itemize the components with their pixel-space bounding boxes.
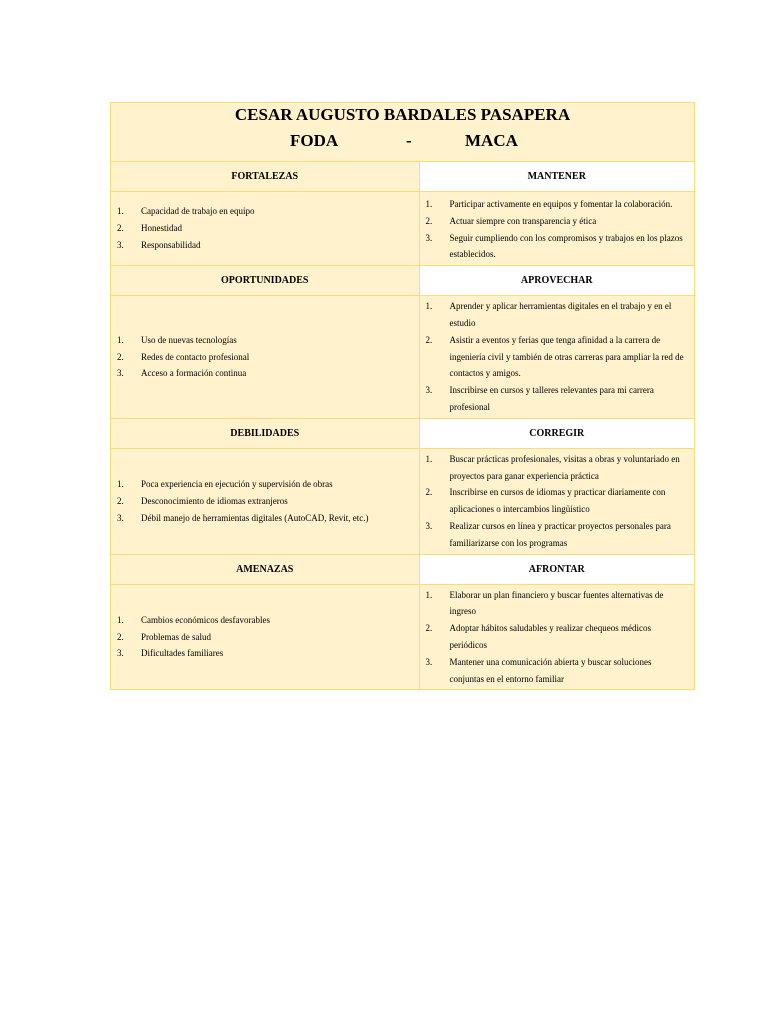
list-item-text: Cambios económicos desfavorables xyxy=(141,614,270,625)
list-item xyxy=(426,587,688,621)
list-item xyxy=(426,230,688,264)
list-item-text: Aprender y aplicar herramientas digitales en el trabajo y en el estudio xyxy=(449,301,672,328)
list-item-number: 1. xyxy=(117,206,124,217)
list-item-number: 1. xyxy=(425,199,433,209)
section-body-right xyxy=(419,584,694,690)
section-body-right xyxy=(419,192,694,266)
list-item-number: 3. xyxy=(117,239,124,250)
list-item xyxy=(426,620,688,654)
section-body-left xyxy=(111,448,420,554)
list-item-text: Inscribirse en cursos de idiomas y practicar diariamente con aplicaciones o intercambios lingüístico xyxy=(449,487,666,515)
list-item-number: 2. xyxy=(425,215,433,226)
list-item-number: 1. xyxy=(425,453,433,464)
list-item-number: 1. xyxy=(425,301,433,312)
list-item-number: 1. xyxy=(425,589,433,600)
list-item xyxy=(117,476,413,493)
list-item xyxy=(426,518,688,552)
list-item-number: 3. xyxy=(117,648,124,659)
right-item-list xyxy=(420,296,694,418)
list-item xyxy=(117,493,413,510)
section-header-right: AFRONTAR xyxy=(419,554,694,584)
list-item-number: 2. xyxy=(425,487,433,498)
list-item xyxy=(426,213,688,230)
list-item xyxy=(117,203,413,220)
list-item xyxy=(426,382,688,416)
list-item xyxy=(117,612,413,629)
right-item-list xyxy=(420,585,694,690)
list-item-number: 3. xyxy=(425,656,433,667)
foda-table xyxy=(110,102,695,690)
list-item-text: Realizar cursos en línea y practicar proyectos personales para familiarizarse con los programas xyxy=(449,520,671,548)
list-item-text: Acceso a formación continua xyxy=(141,368,247,379)
document-page xyxy=(110,102,695,690)
list-item-text: Mantener una comunicación abierta y buscar soluciones conjuntas en el entorno familiar xyxy=(449,656,652,684)
section-header-right: APROVECHAR xyxy=(419,266,694,296)
list-item xyxy=(426,298,688,332)
subtitle-separator: - xyxy=(406,131,412,150)
list-item-text: Poca experiencia en ejecución y supervisión de obras xyxy=(141,478,333,489)
list-item-number: 2. xyxy=(425,623,433,634)
list-item-text: Adoptar hábitos saludables y realizar chequeos médicos periódicos xyxy=(449,623,651,650)
list-item-number: 2. xyxy=(117,351,124,362)
list-item-number: 2. xyxy=(425,334,433,345)
list-item xyxy=(426,332,688,382)
list-item xyxy=(117,365,413,382)
right-item-list xyxy=(420,449,694,554)
list-item-text: Seguir cumpliendo con los compromisos y trabajos en los plazos establecidos. xyxy=(449,232,683,260)
list-item xyxy=(117,645,413,662)
list-item-number: 1. xyxy=(117,614,124,625)
list-item-number: 3. xyxy=(425,232,433,243)
section-body-right xyxy=(419,448,694,554)
left-item-list xyxy=(111,201,419,255)
list-item-number: 2. xyxy=(117,223,124,234)
list-item-text: Desconocimiento de idiomas extranjeros xyxy=(141,495,288,506)
left-item-list xyxy=(111,330,419,384)
left-item-list xyxy=(111,474,419,528)
subtitle-right: MACA xyxy=(465,131,518,150)
list-item-number: 3. xyxy=(117,512,124,523)
section-header-left: DEBILIDADES xyxy=(111,418,420,448)
list-item-number: 2. xyxy=(117,495,124,506)
list-item-number: 3. xyxy=(117,368,124,379)
list-item-number: 3. xyxy=(425,385,433,396)
list-item xyxy=(117,349,413,366)
list-item-text: Elaborar un plan financiero y buscar fuentes alternativas de ingreso xyxy=(449,589,664,617)
document-subtitle xyxy=(111,127,694,161)
list-item-text: Buscar prácticas profesionales, visitas a obras y voluntariado en proyectos para ganar experiencia práctica xyxy=(449,453,680,481)
list-item xyxy=(426,196,688,213)
section-body-left xyxy=(111,296,420,419)
list-item-text: Capacidad de trabajo en equipo xyxy=(141,206,255,217)
list-item-text: Responsabilidad xyxy=(141,239,201,250)
list-item-text: Débil manejo de herramientas digitales (AutoCAD, Revit, etc.) xyxy=(141,512,369,523)
sections-body xyxy=(111,162,695,690)
section-header-right: CORREGIR xyxy=(419,418,694,448)
list-item-text: Redes de contacto profesional xyxy=(141,351,250,362)
list-item-number: 2. xyxy=(117,631,124,642)
section-header-left: AMENAZAS xyxy=(111,554,420,584)
list-item-text: Uso de nuevas tecnologías xyxy=(141,334,237,345)
list-item-text: Problemas de salud xyxy=(141,631,211,642)
list-item xyxy=(117,220,413,237)
list-item-text: Dificultades familiares xyxy=(141,648,224,659)
list-item xyxy=(117,237,413,254)
list-item xyxy=(117,510,413,527)
list-item xyxy=(117,629,413,646)
list-item-number: 1. xyxy=(117,334,124,345)
list-item xyxy=(426,451,688,485)
title-cell xyxy=(111,103,695,162)
section-body-left xyxy=(111,192,420,266)
list-item-text: Actuar siempre con transparencia y ética xyxy=(449,215,597,226)
section-header-right: MANTENER xyxy=(419,162,694,192)
list-item-number: 1. xyxy=(117,478,124,489)
document-title: CESAR AUGUSTO BARDALES PASAPERA xyxy=(234,105,571,124)
section-body-left xyxy=(111,584,420,690)
list-item xyxy=(426,654,688,688)
list-item xyxy=(426,484,688,518)
list-item-text: Honestidad xyxy=(141,223,182,234)
list-item-text: Asistir a eventos y ferias que tenga afinidad a la carrera de ingeniería civil y también de otras carreras para ampliar la red de contactos y amigos. xyxy=(449,334,684,379)
section-body-right xyxy=(419,296,694,419)
left-item-list xyxy=(111,610,419,664)
section-header-left: OPORTUNIDADES xyxy=(111,266,420,296)
right-item-list xyxy=(420,192,694,265)
list-item-text: Participar activamente en equipos y fomentar la colaboración. xyxy=(449,199,673,209)
section-header-left: FORTALEZAS xyxy=(111,162,420,192)
list-item xyxy=(117,332,413,349)
list-item-number: 3. xyxy=(425,520,433,531)
list-item-text: Inscribirse en cursos y talleres relevantes para mi carrera profesional xyxy=(449,385,654,412)
subtitle-left: FODA xyxy=(290,131,339,150)
